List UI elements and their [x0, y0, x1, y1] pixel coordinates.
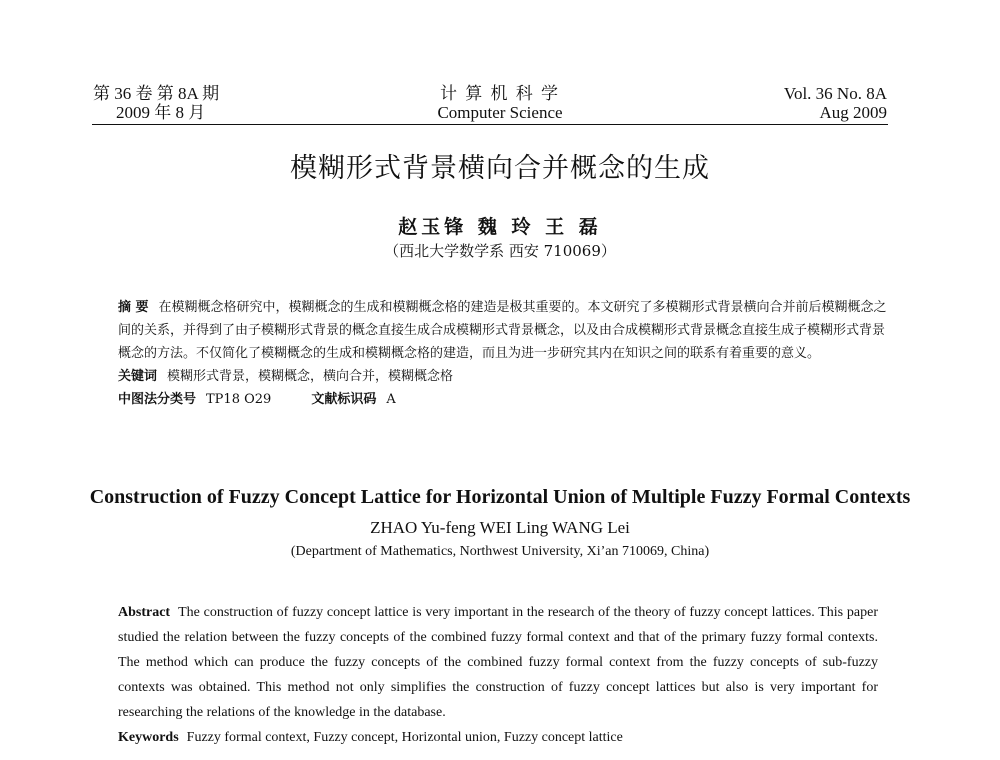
doc-code-label: 文献标识码: [311, 392, 377, 407]
keywords-cn: [118, 365, 888, 388]
paper-title-en: Construction of Fuzzy Concept Lattice for Horizontal Union of Multiple Fuzzy Formal Contexts: [89, 486, 911, 508]
keywords-en-label: Keywords: [118, 730, 179, 745]
header-date-cn: 2009 年 8 月: [116, 103, 206, 122]
keywords-en: [118, 725, 878, 750]
abstract-en-label: Abstract: [118, 605, 171, 620]
journal-name-cn: 计 算 机 科 学: [440, 84, 560, 103]
header-volume-issue: 第 36 卷 第 8A 期: [93, 84, 220, 103]
classification-cn: [118, 388, 888, 411]
abstract-en-block: [118, 600, 878, 750]
abstract-en: [118, 600, 878, 725]
doc-code-value: A: [386, 392, 396, 407]
keywords-cn-label: 关键词: [118, 369, 158, 384]
clc-value: TP18 O29: [206, 392, 272, 407]
authors-cn: 赵玉锋 魏 玲 王 磊: [398, 216, 602, 238]
header-volume-en: Vol. 36 No. 8A: [783, 84, 887, 103]
clc-label: 中图法分类号: [118, 392, 197, 407]
paper-title-cn: 模糊形式背景横向合并概念的生成: [290, 153, 710, 184]
affiliation-cn: （西北大学数学系 西安 710069）: [384, 242, 616, 260]
abstract-cn-text: 在模糊概念格研究中，模糊概念的生成和模糊概念格的建造是极其重要的。本文研究了多模糊形式背景横向合并前后模糊概念之间的关系，并得到了由子模糊形式背景的概念直接生成合成模糊形式背景概念，以及由合成模糊形式背景概念直接生成子模糊形式背景概念的方法。不仅简化了模糊概念的生成和模糊概念格的建造，而且为进一步研究其内在知识之间的联系有着重要的意义。: [118, 300, 887, 361]
abstract-en-text: The construction of fuzzy concept lattice is very important in the research of the theory of fuzzy concept lattices. This paper studied the relation between the fuzzy concepts of the combined fuzzy formal context and that of the primary fuzzy formal contexts. The method which can produce the fuzzy concepts of the combined fuzzy formal context from the fuzzy concepts of sub-fuzzy contexts was obtained. This method not only simplifies the construction of fuzzy concept lattices but also is very important for researching the relations of the knowledge in the database.: [118, 605, 878, 720]
keywords-cn-text: 模糊形式背景，模糊概念，横向合并，模糊概念格: [167, 369, 454, 384]
keywords-en-text: Fuzzy formal context, Fuzzy concept, Horizontal union, Fuzzy concept lattice: [186, 730, 623, 745]
authors-en: ZHAO Yu-feng WEI Ling WANG Lei: [370, 518, 630, 537]
journal-name-en: Computer Science: [437, 103, 563, 122]
abstract-cn-block: [118, 296, 888, 411]
abstract-cn-label: 摘 要: [118, 300, 149, 315]
affiliation-en: (Department of Mathematics, Northwest University, Xi’an 710069, China): [290, 544, 710, 559]
abstract-cn: [118, 296, 888, 365]
header-date-en: Aug 2009: [819, 103, 887, 122]
header-rule: [92, 124, 888, 125]
